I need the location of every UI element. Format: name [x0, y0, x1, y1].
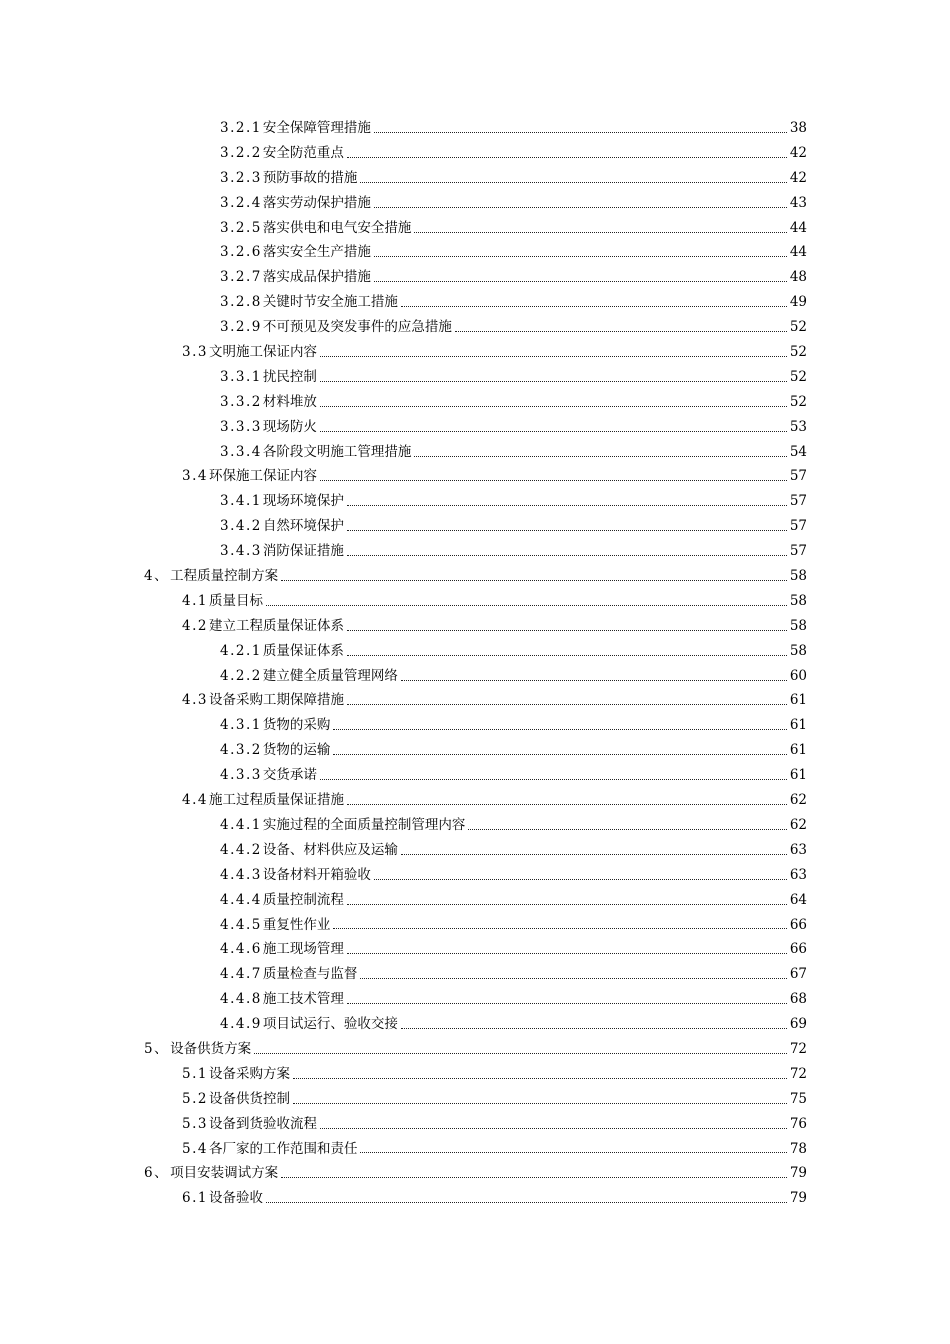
table-of-contents: [0, 116, 950, 1211]
toc-entry[interactable]: [0, 1112, 950, 1137]
toc-entry-page: 76: [789, 1115, 807, 1132]
toc-dot-leader: [347, 703, 787, 705]
toc-entry-page: 58: [789, 568, 807, 585]
toc-entry-page: 63: [789, 841, 807, 858]
toc-entry[interactable]: [0, 141, 950, 166]
toc-entry-number: 4.4.5: [220, 916, 262, 933]
toc-entry-number: 5.3: [182, 1115, 208, 1132]
toc-dot-leader: [347, 1002, 787, 1004]
toc-dot-leader: [281, 579, 787, 581]
toc-entry-title: 实施过程的全面质量控制管理内容: [262, 816, 466, 833]
toc-entry-page: 57: [789, 543, 807, 560]
toc-entry-page: 67: [789, 966, 807, 983]
toc-entry-number: 4.2: [182, 617, 208, 634]
toc-entry-page: 60: [789, 667, 807, 684]
toc-entry-number: 3.4: [182, 468, 208, 485]
toc-entry-page: 57: [789, 518, 807, 535]
toc-entry-number: 3.2.7: [220, 269, 262, 286]
toc-entry-title: 落实劳动保护措施: [262, 194, 371, 211]
toc-entry[interactable]: [0, 514, 950, 539]
toc-entry-page: 44: [789, 244, 807, 261]
toc-entry[interactable]: [0, 365, 950, 390]
toc-entry[interactable]: [0, 116, 950, 141]
toc-entry-page: 62: [789, 816, 807, 833]
toc-entry-title: 交货承诺: [262, 767, 317, 784]
toc-entry-page: 61: [789, 767, 807, 784]
toc-entry-title: 工程质量控制方案: [170, 568, 279, 585]
toc-entry[interactable]: [0, 664, 950, 689]
toc-entry-number: 3.2.6: [220, 244, 262, 261]
toc-dot-leader: [347, 952, 787, 954]
toc-entry-page: 42: [789, 169, 807, 186]
toc-entry[interactable]: [0, 937, 950, 962]
toc-dot-leader: [320, 778, 787, 780]
toc-entry-number: 6、: [144, 1165, 170, 1182]
toc-entry-title: 现场防火: [262, 418, 317, 435]
toc-entry-number: 3.3.1: [220, 368, 262, 385]
toc-entry-title: 消防保证措施: [262, 543, 344, 560]
toc-entry-title: 各厂家的工作范围和责任: [208, 1140, 358, 1157]
toc-entry-number: 4、: [144, 568, 170, 585]
toc-entry[interactable]: [0, 240, 950, 265]
toc-entry-number: 3.2.8: [220, 294, 262, 311]
toc-entry-page: 48: [789, 269, 807, 286]
toc-entry-page: 54: [789, 443, 807, 460]
toc-dot-leader: [320, 355, 787, 357]
toc-entry-number: 3.2.3: [220, 169, 262, 186]
toc-entry-page: 78: [789, 1140, 807, 1157]
toc-entry-title: 施工技术管理: [262, 991, 344, 1008]
toc-dot-leader: [293, 1077, 787, 1079]
toc-dot-leader: [347, 156, 787, 158]
toc-entry-page: 69: [789, 1016, 807, 1033]
toc-entry-number: 5、: [144, 1040, 170, 1057]
toc-dot-leader: [401, 679, 787, 681]
toc-entry-title: 质量保证体系: [262, 642, 344, 659]
toc-dot-leader: [266, 604, 787, 606]
toc-entry[interactable]: [0, 265, 950, 290]
toc-entry[interactable]: [0, 489, 950, 514]
toc-dot-leader: [333, 728, 786, 730]
toc-entry-title: 自然环境保护: [262, 518, 344, 535]
toc-entry[interactable]: [0, 763, 950, 788]
toc-entry-number: 3.2.9: [220, 319, 262, 336]
toc-dot-leader: [455, 330, 787, 332]
toc-entry-number: 3.3.4: [220, 443, 262, 460]
toc-entry-title: 货物的采购: [262, 717, 331, 734]
toc-entry-page: 57: [789, 493, 807, 510]
toc-dot-leader: [360, 1151, 786, 1153]
toc-entry-number: 3.2.2: [220, 144, 262, 161]
toc-entry-number: 3.3.3: [220, 418, 262, 435]
toc-entry[interactable]: [0, 913, 950, 938]
toc-dot-leader: [266, 1201, 787, 1203]
toc-entry-title: 设备到货验收流程: [208, 1115, 317, 1132]
toc-entry[interactable]: [0, 315, 950, 340]
toc-entry-number: 4.2.2: [220, 667, 262, 684]
toc-entry[interactable]: [0, 340, 950, 365]
toc-entry-page: 52: [789, 393, 807, 410]
toc-entry-page: 43: [789, 194, 807, 211]
toc-entry[interactable]: [0, 962, 950, 987]
toc-dot-leader: [401, 1027, 787, 1029]
toc-dot-leader: [360, 181, 786, 183]
toc-entry-page: 79: [789, 1190, 807, 1207]
toc-entry[interactable]: [0, 1037, 950, 1062]
toc-dot-leader: [333, 753, 786, 755]
toc-entry-page: 79: [789, 1165, 807, 1182]
toc-dot-leader: [347, 504, 787, 506]
toc-dot-leader: [468, 828, 786, 830]
toc-entry[interactable]: [0, 888, 950, 913]
toc-dot-leader: [374, 878, 787, 880]
toc-entry-page: 58: [789, 642, 807, 659]
toc-entry-number: 4.3.2: [220, 742, 262, 759]
toc-entry[interactable]: [0, 589, 950, 614]
toc-entry[interactable]: [0, 440, 950, 465]
toc-entry-page: 52: [789, 344, 807, 361]
toc-entry-page: 66: [789, 941, 807, 958]
toc-entry-number: 4.4.2: [220, 841, 262, 858]
toc-entry-number: 3.2.4: [220, 194, 262, 211]
toc-dot-leader: [320, 380, 787, 382]
toc-entry-number: 4.4.1: [220, 816, 262, 833]
toc-entry-number: 3.4.3: [220, 543, 262, 560]
toc-entry[interactable]: [0, 688, 950, 713]
toc-entry-number: 4.2.1: [220, 642, 262, 659]
toc-entry-title: 设备采购方案: [208, 1065, 290, 1082]
toc-entry-title: 设备采购工期保障措施: [208, 692, 344, 709]
toc-entry-title: 项目安装调试方案: [170, 1165, 279, 1182]
toc-entry-number: 4.4: [182, 792, 208, 809]
toc-entry-title: 质量目标: [208, 592, 263, 609]
toc-entry-page: 49: [789, 294, 807, 311]
toc-entry-number: 3.4.1: [220, 493, 262, 510]
toc-entry-number: 3.2.5: [220, 219, 262, 236]
toc-entry[interactable]: [0, 614, 950, 639]
toc-entry-number: 4.3: [182, 692, 208, 709]
toc-dot-leader: [333, 927, 786, 929]
toc-entry-title: 设备、材料供应及运输: [262, 841, 398, 858]
toc-entry-number: 3.3: [182, 344, 208, 361]
toc-dot-leader: [347, 654, 787, 656]
toc-dot-leader: [374, 280, 787, 282]
toc-entry-number: 5.1: [182, 1065, 208, 1082]
toc-entry-title: 不可预见及突发事件的应急措施: [262, 319, 452, 336]
toc-dot-leader: [401, 853, 787, 855]
toc-dot-leader: [374, 206, 787, 208]
toc-entry[interactable]: [0, 166, 950, 191]
toc-entry-title: 落实供电和电气安全措施: [262, 219, 412, 236]
toc-dot-leader: [414, 455, 786, 457]
toc-entry-number: 3.2.1: [220, 120, 262, 136]
toc-entry[interactable]: [0, 539, 950, 564]
toc-entry-page: 61: [789, 692, 807, 709]
toc-dot-leader: [360, 977, 786, 979]
toc-entry-title: 材料堆放: [262, 393, 317, 410]
toc-entry-number: 4.3.1: [220, 717, 262, 734]
toc-dot-leader: [347, 903, 787, 905]
toc-entry-title: 各阶段文明施工管理措施: [262, 443, 412, 460]
toc-entry-title: 质量检查与监督: [262, 966, 358, 983]
toc-entry-page: 38: [789, 120, 807, 136]
toc-dot-leader: [401, 305, 787, 307]
toc-dot-leader: [320, 430, 787, 432]
toc-entry-title: 关键时节安全施工措施: [262, 294, 398, 311]
toc-entry[interactable]: [0, 738, 950, 763]
toc-entry-number: 3.4.2: [220, 518, 262, 535]
toc-entry-title: 落实成品保护措施: [262, 269, 371, 286]
toc-entry-page: 58: [789, 617, 807, 634]
toc-entry-page: 72: [789, 1040, 807, 1057]
toc-entry-page: 61: [789, 742, 807, 759]
toc-entry-page: 58: [789, 592, 807, 609]
toc-entry-title: 重复性作业: [262, 916, 331, 933]
toc-entry-page: 53: [789, 418, 807, 435]
toc-entry-title: 设备验收: [208, 1190, 263, 1207]
toc-entry[interactable]: [0, 1062, 950, 1087]
toc-entry-number: 5.2: [182, 1090, 208, 1107]
toc-entry-page: 75: [789, 1090, 807, 1107]
toc-dot-leader: [347, 803, 787, 805]
toc-entry[interactable]: [0, 987, 950, 1012]
toc-entry-title: 设备材料开箱验收: [262, 866, 371, 883]
toc-dot-leader: [320, 405, 787, 407]
toc-entry-number: 4.4.9: [220, 1016, 262, 1033]
toc-entry-title: 安全保障管理措施: [262, 120, 371, 136]
toc-entry-title: 建立工程质量保证体系: [208, 617, 344, 634]
toc-entry-title: 质量控制流程: [262, 891, 344, 908]
toc-dot-leader: [414, 231, 786, 233]
toc-entry[interactable]: [0, 216, 950, 241]
toc-entry-title: 预防事故的措施: [262, 169, 358, 186]
toc-entry[interactable]: [0, 813, 950, 838]
toc-dot-leader: [374, 131, 787, 133]
toc-entry[interactable]: [0, 564, 950, 589]
toc-entry-number: 4.4.6: [220, 941, 262, 958]
toc-entry-number: 4.3.3: [220, 767, 262, 784]
toc-entry-title: 施工现场管理: [262, 941, 344, 958]
toc-entry[interactable]: [0, 1186, 950, 1211]
toc-entry[interactable]: [0, 464, 950, 489]
toc-entry-number: 4.4.8: [220, 991, 262, 1008]
toc-entry[interactable]: [0, 1137, 950, 1162]
toc-entry-page: 72: [789, 1065, 807, 1082]
toc-entry-page: 63: [789, 866, 807, 883]
toc-entry-title: 建立健全质量管理网络: [262, 667, 398, 684]
toc-entry[interactable]: [0, 788, 950, 813]
toc-dot-leader: [293, 1102, 787, 1104]
toc-entry[interactable]: [0, 863, 950, 888]
toc-entry-number: 5.4: [182, 1140, 208, 1157]
toc-entry[interactable]: [0, 415, 950, 440]
toc-entry-number: 4.4.7: [220, 966, 262, 983]
toc-dot-leader: [347, 529, 787, 531]
toc-entry-page: 64: [789, 891, 807, 908]
toc-entry-title: 扰民控制: [262, 368, 317, 385]
toc-entry[interactable]: [0, 838, 950, 863]
toc-entry[interactable]: [0, 1012, 950, 1037]
toc-entry-number: 4.4.3: [220, 866, 262, 883]
toc-entry-title: 安全防范重点: [262, 144, 344, 161]
toc-entry-number: 3.3.2: [220, 393, 262, 410]
toc-dot-leader: [347, 629, 787, 631]
toc-entry-title: 设备供货方案: [170, 1040, 252, 1057]
toc-entry-title: 设备供货控制: [208, 1090, 290, 1107]
toc-entry-page: 52: [789, 319, 807, 336]
toc-entry-number: 6.1: [182, 1190, 208, 1207]
toc-entry[interactable]: [0, 191, 950, 216]
toc-entry-page: 66: [789, 916, 807, 933]
toc-entry-number: 4.1: [182, 592, 208, 609]
toc-entry[interactable]: [0, 290, 950, 315]
toc-entry[interactable]: [0, 1161, 950, 1186]
toc-entry-title: 项目试运行、验收交接: [262, 1016, 398, 1033]
toc-dot-leader: [347, 554, 787, 556]
toc-entry-title: 现场环境保护: [262, 493, 344, 510]
toc-dot-leader: [281, 1176, 787, 1178]
toc-entry-title: 文明施工保证内容: [208, 344, 317, 361]
toc-entry[interactable]: [0, 390, 950, 415]
toc-entry-title: 货物的运输: [262, 742, 331, 759]
toc-dot-leader: [374, 255, 787, 257]
toc-dot-leader: [320, 479, 787, 481]
toc-entry-page: 52: [789, 368, 807, 385]
toc-entry-title: 施工过程质量保证措施: [208, 792, 344, 809]
toc-entry[interactable]: [0, 639, 950, 664]
toc-entry-page: 61: [789, 717, 807, 734]
toc-entry-title: 落实安全生产措施: [262, 244, 371, 261]
toc-entry[interactable]: [0, 713, 950, 738]
toc-entry-title: 环保施工保证内容: [208, 468, 317, 485]
toc-entry-page: 44: [789, 219, 807, 236]
toc-dot-leader: [254, 1052, 787, 1054]
toc-entry[interactable]: [0, 1087, 950, 1112]
toc-entry-page: 68: [789, 991, 807, 1008]
toc-dot-leader: [320, 1127, 787, 1129]
toc-entry-number: 4.4.4: [220, 891, 262, 908]
toc-entry-page: 62: [789, 792, 807, 809]
toc-entry-page: 42: [789, 144, 807, 161]
toc-entry-page: 57: [789, 468, 807, 485]
